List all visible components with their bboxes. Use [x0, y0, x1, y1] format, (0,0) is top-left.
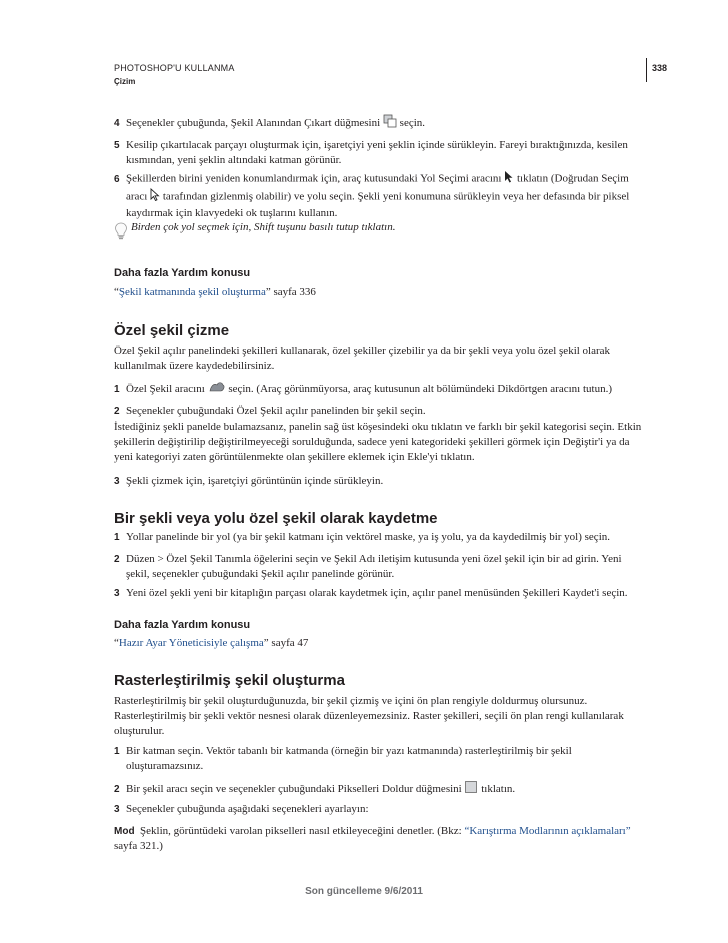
more-help-item — [114, 285, 316, 300]
chapter-title: Çizim — [114, 77, 136, 86]
raster-step-1 — [114, 744, 644, 774]
step-text: Yeni özel şekli yeni bir kitaplığın parçası olarak kaydetmek için, açılır panel menüsünden Şekilleri Kaydet'i seçin. — [126, 587, 628, 599]
mode-option — [114, 824, 659, 854]
step-number: 1 — [114, 384, 120, 396]
step-number: 3 — [114, 804, 120, 815]
step-number: 1 — [114, 532, 120, 543]
step-text-line2: kısmından, yeni şeklin altındaki katman görünür. — [126, 154, 342, 166]
step-text: Kesilip çıkartılacak parçayı oluşturmak için, işaretçiyi yeni şeklin içinde sürükleyin. Fareyi bıraktığınızda, kesilen — [126, 139, 628, 151]
step-number: 5 — [114, 140, 120, 151]
intro-line3: oluşturulur. — [114, 725, 165, 737]
raster-step-2 — [114, 780, 644, 799]
page-ref: ” sayfa 47 — [263, 637, 309, 649]
step-number: 1 — [114, 746, 120, 757]
step-number: 2 — [114, 554, 120, 565]
custom-step-3 — [114, 474, 644, 489]
step-text-end: seçin. (Araç görünmüyorsa, araç kutusunun alt bölümündeki Dikdörtgen aracını tutun.) — [228, 383, 612, 396]
section-heading-raster-shape: Rasterleştirilmiş şekil oluşturma — [114, 672, 345, 689]
step-text: Şekli çizmek için, işaretçiyi görüntünün içinde sürükleyin. — [126, 475, 384, 487]
tip-lightbulb-icon — [114, 222, 128, 245]
step-text: Şekillerden birini yeniden konumlandırmak için, araç kutusundaki Yol Seçimi aracını — [126, 172, 502, 185]
step-number: 3 — [114, 476, 120, 487]
step-number: 6 — [114, 173, 120, 185]
save-step-3 — [114, 586, 644, 601]
intro-line1: Özel Şekil açılır panelindeki şekilleri kullanarak, özel şekiller çizebilir ya da bir şekli veya yolu özel şekil olarak — [114, 345, 611, 357]
save-step-2 — [114, 552, 644, 582]
mode-label: Mod — [114, 826, 135, 837]
step-text-b: tıklatın (Doğrudan Seçim — [516, 172, 629, 185]
note-line1: İstediğiniz şekli panelde bulamazsanız, panelin sağ üst köşesindeki oku tıklatın ve farklı bir şekil kategorisi seçin. Etkin — [114, 421, 642, 433]
step-number: 2 — [114, 406, 120, 417]
step-number: 4 — [114, 118, 120, 130]
note-line2: şekillerin değiştirilip değiştirilmeyeceği sorulduğunda, sadece yeni kategorideki şekilleri görmek için Değiştir'i ya da — [114, 436, 630, 448]
step-5 — [114, 138, 644, 168]
more-help-heading-2: Daha fazla Yardım konusu — [114, 619, 251, 631]
save-step-1 — [114, 530, 644, 545]
page-ref: ” sayfa 336 — [265, 286, 316, 298]
step-text-line3: kaydırmak için klavyedeki ok tuşlarını kullanın. — [126, 207, 338, 219]
tip-text: Birden çok yol seçmek için, Shift tuşunu basılı tutup tıklatın. — [131, 221, 396, 233]
custom-shape-tool-icon — [208, 380, 226, 399]
header-divider — [646, 58, 647, 82]
footer-last-updated: Son güncelleme 9/6/2011 — [305, 886, 423, 897]
step-number: 3 — [114, 588, 120, 599]
step-text-end: seçin. — [399, 117, 426, 130]
step-6 — [114, 170, 644, 221]
section-heading-custom-shape: Özel şekil çizme — [114, 322, 230, 339]
intro-line1: Rasterleştirilmiş bir şekil oluşturduğunuzda, bir şekil çizmiş ve içini ön plan rengiyle doldurmuş olursunuz. — [114, 695, 588, 707]
quote-open: “ — [114, 286, 119, 298]
custom-shape-intro — [114, 344, 654, 374]
step-number: 2 — [114, 784, 120, 796]
fill-pixels-icon — [464, 780, 478, 799]
step-text-c: aracı — [126, 190, 148, 203]
step-text: Seçenekler çubuğundaki Özel Şekil açılır panelinden bir şekil seçin. — [126, 405, 426, 417]
step-text-line2: şekil, seçenekler çubuğundaki Şekil açılır panelinde görünür. — [126, 568, 395, 580]
custom-step-1 — [114, 380, 644, 399]
step-text: Özel Şekil aracını — [126, 383, 205, 396]
mode-text-line2: sayfa 321.) — [114, 840, 163, 852]
intro-line2: Rasterleştirilmiş bir şekli vektör nesnesi olarak düzenleyemezsiniz. Raster şekilleri, seçili ön plan rengi kullanılarak — [114, 710, 624, 722]
note-line3: yeni kategoriyi zaten görüntülenmekte olan şekillere eklemek için Ekle'yi tıklatın. — [114, 451, 475, 463]
link-hazir-ayar[interactable]: Hazır Ayar Yöneticisiyle çalışma — [118, 637, 264, 649]
step-text: Bir şekil aracı seçin ve seçenekler çubuğundaki Pikselleri Doldur düğmesini — [126, 783, 462, 796]
step-text: Seçenekler çubuğunda aşağıdaki seçenekleri ayarlayın: — [126, 803, 369, 815]
step-text: Düzen > Özel Şekil Tanımla öğelerini seçin ve Şekil Adı iletişim kutusunda yeni özel şekil için bir ad girin. Yeni — [126, 553, 622, 565]
step-text: Seçenekler çubuğunda, Şekil Alanından Çıkart düğmesini — [126, 117, 381, 130]
intro-line2: kullanılmak üzere kaydedebilirsiniz. — [114, 360, 275, 372]
more-help-item-2 — [114, 636, 308, 651]
mode-text: Şeklin, görüntüdeki varolan pikselleri nasıl etkileyeceğini denetler. (Bkz: — [140, 825, 465, 837]
link-sekil-katmaninda[interactable]: Şekil katmanında şekil oluşturma — [118, 286, 266, 298]
step-text-line2: oluşturamazsınız. — [126, 760, 204, 772]
page-number: 338 — [652, 63, 668, 73]
raster-step-3 — [114, 802, 644, 817]
path-selection-tool-icon — [504, 170, 514, 188]
raster-intro — [114, 694, 659, 739]
direct-selection-tool-icon — [150, 188, 160, 206]
step-text: Bir katman seçin. Vektör tabanlı bir katmanda (örneğin bir yazı katmanında) rasterleştirilmiş bir şekil — [126, 745, 572, 757]
quote-open: “ — [114, 637, 119, 649]
subtract-shape-area-icon — [383, 114, 397, 133]
step-text-d: tarafından gizlenmiş olabilir) ve yolu seçin. Şekli yeni konumuna sürükleyin veya her defasında bir piksel — [162, 190, 630, 203]
step-text-end: tıklatın. — [481, 783, 516, 796]
custom-shape-note — [114, 420, 659, 465]
link-karistirma-modlari[interactable]: “Karıştırma Modlarının açıklamaları” — [464, 825, 631, 837]
book-title: PHOTOSHOP'U KULLANMA — [114, 63, 235, 73]
step-4 — [114, 114, 644, 133]
custom-step-2 — [114, 404, 644, 419]
more-help-heading: Daha fazla Yardım konusu — [114, 267, 251, 279]
section-heading-save-shape: Bir şekli veya yolu özel şekil olarak kaydetme — [114, 510, 438, 527]
step-text: Yollar panelinde bir yol (ya bir şekil katmanı için vektörel maske, ya iş yolu, ya da kaydedilmiş bir yol) seçin. — [126, 531, 610, 543]
